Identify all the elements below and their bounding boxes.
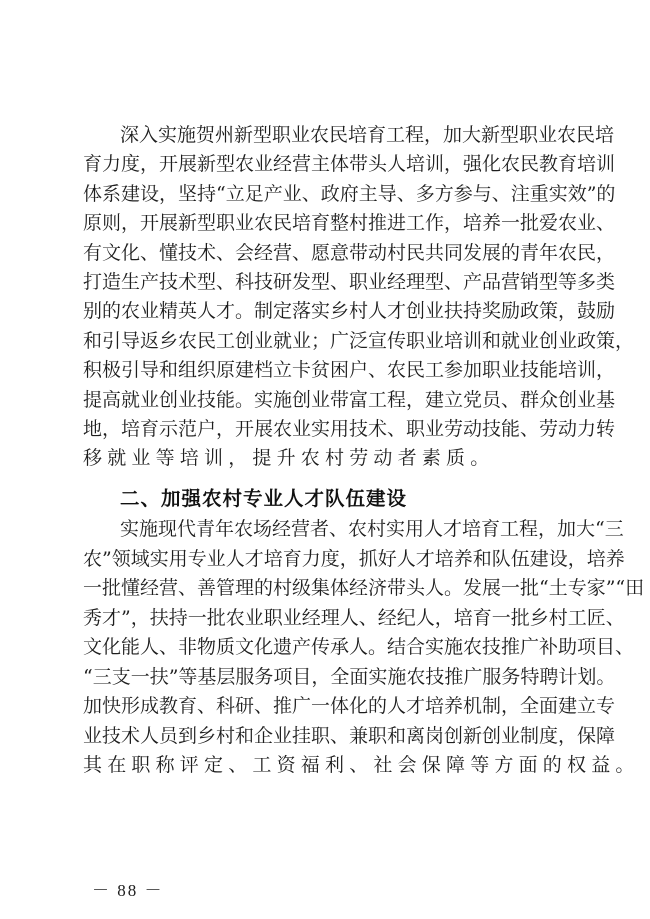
- text-line: 地，培育示范户，开展农业实用技术、职业劳动技能、劳动力转: [83, 418, 616, 440]
- text-line: 移就业等培训，提升农村劳动者素质。: [83, 447, 495, 470]
- text-line: 加快形成教育、科研、推广一体化的人才培养机制，全面建立专: [83, 695, 616, 717]
- text-line: 有文化、懂技术、会经营、愿意带动村民共同发展的青年农民，: [83, 241, 616, 264]
- text-line: 实施现代青年农场经营者、农村实用人才培育工程，加大“三: [120, 518, 624, 540]
- page-number: － 88 －: [92, 881, 164, 900]
- text-line: 业技术人员到乡村和企业挂职、兼职和离岗创新创业制度，保障: [83, 724, 616, 747]
- text-line: 其在职称评定、工资福利、社会保障等方面的权益。: [83, 754, 640, 776]
- text-line: 别的农业精英人才。制定落实乡村人才创业扶持奖励政策，鼓励: [83, 300, 616, 323]
- text-line: 秀才”，扶持一批农业职业经理人、经纪人，培育一批乡村工匠、: [83, 606, 625, 629]
- text-line: 体系建设，坚持“立足产业、政府主导、多方参与、注重实效”的: [83, 182, 616, 205]
- section-heading: 二、加强农村专业人才队伍建设: [120, 487, 408, 510]
- text-line: 一批懂经营、善管理的村级集体经济带头人。发展一批“土专家”“田: [83, 577, 645, 599]
- text-line: 提高就业创业技能。实施创业带富工程，建立党员、群众创业基: [83, 388, 616, 411]
- text-line: 原则，开展新型职业农民培育整村推进工作，培养一批爱农业、: [83, 212, 616, 235]
- text-line: 和引导返乡农民工创业就业；广泛宣传职业培训和就业创业政策，: [83, 329, 635, 352]
- text-line: 育力度，开展新型农业经营主体带头人培训，强化农民教育培训: [83, 153, 616, 176]
- text-line: 打造生产技术型、科技研发型、职业经理型、产品营销型等多类: [83, 271, 616, 293]
- text-line: 文化能人、非物质文化遗产传承人。结合实施农技推广补助项目、: [83, 636, 635, 658]
- text-line: 积极引导和组织原建档立卡贫困户、农民工参加职业技能培训，: [83, 359, 616, 382]
- text-line: “三支一扶”等基层服务项目，全面实施农技推广服务特聘计划。: [83, 665, 616, 688]
- text-line: 农”领域实用专业人才培育力度，抓好人才培养和队伍建设，培养: [83, 547, 625, 570]
- text-line: 深入实施贺州新型职业农民培育工程，加大新型职业农民培: [120, 124, 615, 146]
